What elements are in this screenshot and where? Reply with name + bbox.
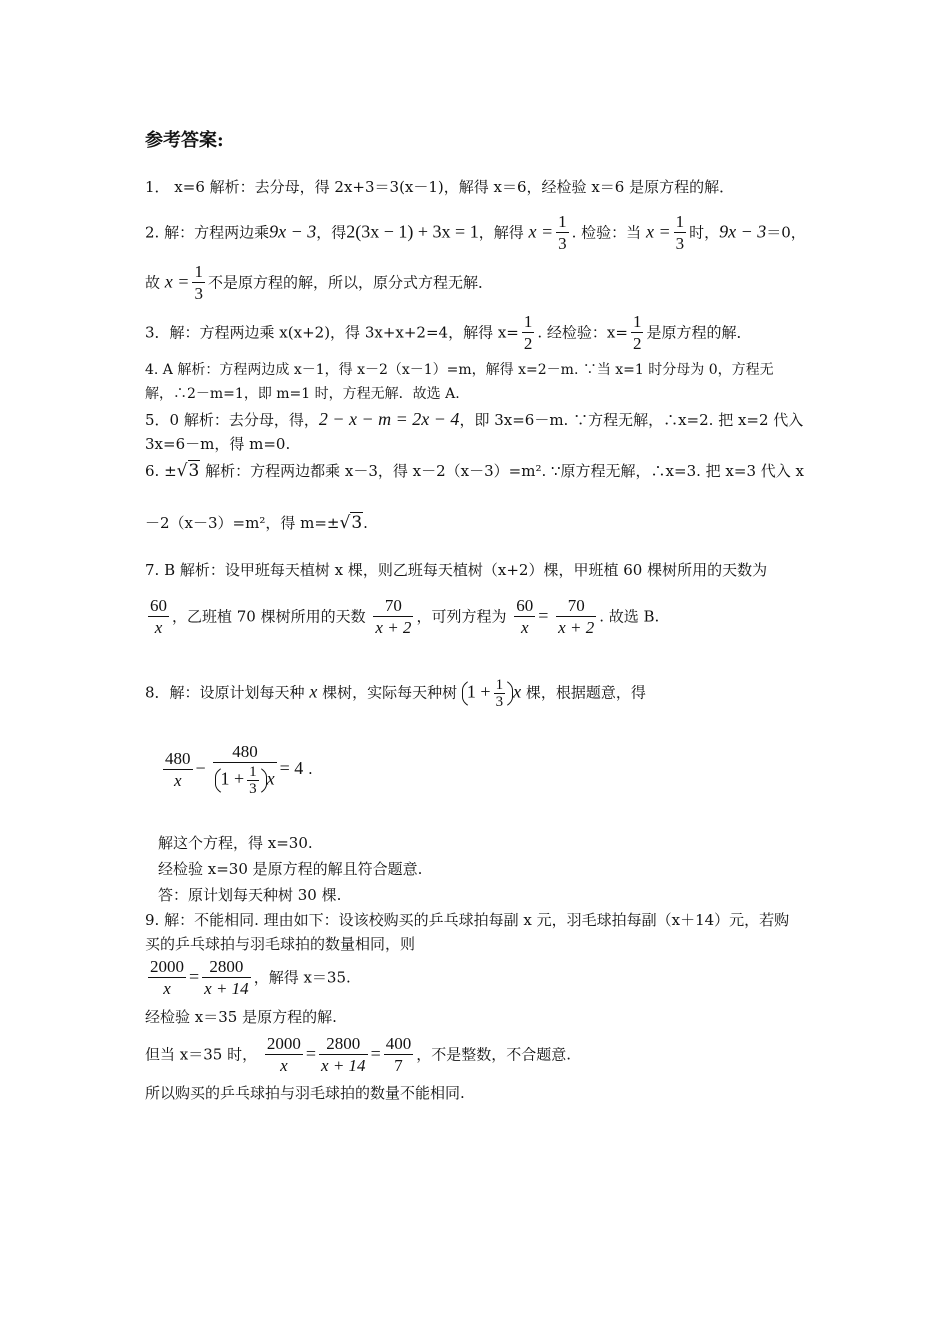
fraction-480-over-expression: 480 1 + $\frac{1}{3}$ x — [213, 742, 276, 798]
a6-text: . — [363, 514, 368, 532]
fraction-one-third: $\frac{1}{3}$ — [558, 212, 567, 253]
a2-text: ，解得 — [478, 223, 524, 242]
a2-text: 故 — [145, 273, 161, 292]
fraction-one-third: $\frac{1}{3}$ — [495, 677, 504, 710]
answer-5-line-2: 3x=6－m，得 m=0. — [145, 435, 291, 453]
a8-text: 棵，根据题意，得 — [525, 683, 646, 702]
a8-text: 8．解：设原计划每天种 — [145, 683, 305, 702]
fraction-one-third: $\frac{1}{3}$ — [675, 212, 685, 253]
a2-text: ，得 — [316, 223, 347, 242]
a2-expr-3: x = — [528, 221, 554, 242]
a6-text: 解析：方程两边都乘 x－3，得 x－2（x－3）=m². ∵原方程无解，∴x=3. 把 x=3 代入 x — [205, 462, 804, 480]
answer-9-line-1: 9. 解：不能相同. 理由如下：设该校购买的乒乓球拍每副 x 元，羽毛球拍每副（x＋14）元，若购 — [145, 911, 790, 929]
a5-text: 5．0 解析：去分母，得， — [145, 411, 319, 429]
fraction-one-third: $\frac{1}{3}$ — [249, 764, 257, 797]
answer-2-line-1 — [145, 212, 806, 255]
answer-6-line-1 — [145, 461, 804, 481]
answer-8-check: 经检验 x=30 是原方程的解且符合题意. — [158, 860, 423, 878]
answer-1: 1． x=6 解析：去分母，得 2x+3＝3(x－1)，解得 x＝6，经检验 x＝6 是原方程的解． — [145, 178, 735, 196]
fraction-2000-over-x: $\frac{2000}{x}$ — [266, 1034, 301, 1075]
fraction-2800-over-x-plus-14: $\frac{2800}{x + 14}$ — [321, 1034, 366, 1075]
a2-text: . 检验：当 — [571, 223, 642, 242]
a8-text: . — [308, 760, 313, 778]
fraction-60-over-x: $\frac{60}{x}$ — [516, 596, 534, 637]
answer-8-equation — [160, 742, 313, 798]
a9-text: 但当 x＝35 时， — [145, 1045, 258, 1064]
fraction-one-third: $\frac{1}{3}$ — [194, 262, 203, 303]
answer-9-line-4: 经检验 x＝35 是原方程的解. — [145, 1008, 337, 1026]
a2-expr-3c: x = — [164, 271, 190, 292]
a2-expr-4: 9x − 3 — [719, 221, 767, 242]
fraction-2800-over-x-plus-14: $\frac{2800}{x + 14}$ — [204, 957, 249, 998]
fraction-60-over-x: $\frac{60}{x}$ — [150, 596, 167, 637]
equals-sign: = — [189, 966, 200, 987]
answer-7-line-2 — [145, 596, 659, 639]
parenthesized-expression: 1 + $\frac{1}{3}$ — [215, 763, 266, 798]
a5-expr: 2 − x − m = 2x − 4 — [318, 409, 460, 429]
answer-8-solve: 解这个方程，得 x=30. — [158, 834, 313, 852]
a6-text: －2（x－3）=m²，得 m=± — [145, 514, 340, 532]
a7-text: ，可列方程为 — [416, 607, 507, 626]
a3-text: 3．解：方程两边乘 x(x+2)，得 3x+x+2=4，解得 x= — [145, 323, 519, 342]
fraction-one-half: $\frac{1}{2}$ — [632, 312, 642, 353]
answer-8-answer: 答：原计划每天种树 30 棵. — [158, 886, 342, 904]
a7-text: . 故选 B. — [599, 607, 660, 626]
fraction-400-over-7: $\frac{400}{7}$ — [385, 1034, 412, 1075]
var-x: x — [513, 681, 522, 702]
equals-four: = 4 — [279, 758, 304, 778]
a9-text: ，解得 x＝35. — [253, 968, 351, 987]
answer-9-line-6: 所以购买的乒乓球拍与羽毛球拍的数量不能相同. — [145, 1084, 465, 1102]
a9-text: ，不是整数，不合题意. — [416, 1045, 571, 1064]
a8-text: 棵树，实际每天种树 — [322, 683, 458, 702]
answer-2-line-2 — [145, 262, 493, 305]
answer-6-line-2 — [145, 513, 368, 533]
a2-expr-2: 2(3x − 1) + 3x = 1 — [346, 221, 479, 242]
var-x: x — [309, 681, 318, 702]
a2-expr-1: 9x − 3 — [269, 221, 317, 242]
sqrt-3: √3 — [176, 461, 200, 481]
a5-text: ，即 3x=6－m. ∵方程无解，∴x=2. 把 x=2 代入 — [459, 411, 804, 429]
parenthesized-expression: 1 + $\frac{1}{3}$ — [462, 676, 513, 711]
sqrt-3: √3 — [339, 513, 363, 533]
a7-text: ，乙班植 70 棵树所用的天数 — [172, 607, 366, 626]
answer-title: 参考答案: — [145, 130, 224, 151]
a2-text: 2. 解：方程两边乘 — [145, 223, 270, 242]
answer-9-line-5 — [145, 1034, 571, 1077]
fraction-2000-over-x: $\frac{2000}{x}$ — [150, 957, 184, 998]
fraction-70-over-x-plus-2: $\frac{70}{x + 2}$ — [375, 596, 412, 637]
a2-expr-3b: x = — [645, 221, 671, 242]
a2-text: 时， — [689, 223, 720, 242]
a3-text: . 经检验：x= — [537, 323, 628, 342]
equals-sign: = — [305, 1043, 317, 1064]
equals-sign: = — [370, 1043, 381, 1064]
fraction-70-over-x-plus-2: $\frac{70}{x + 2}$ — [558, 596, 595, 637]
answer-9-line-2: 买的乒乓球拍与羽毛球拍的数量相同，则 — [145, 935, 416, 953]
answer-5-line-1 — [145, 409, 803, 430]
fraction-480-over-x: $\frac{480}{x}$ — [165, 748, 191, 790]
a2-text: 不是原方程的解，所以，原分式方程无解． — [207, 273, 493, 292]
answer-8-line-1 — [145, 676, 646, 711]
answer-4-line-1: 4. A 解析：方程两边成 x－1，得 x－2（x－1）=m，解得 x=2－m. ∵当 x=1 时分母为 0，方程无 — [145, 362, 774, 378]
minus-sign: − — [195, 758, 206, 778]
equals-sign: = — [538, 605, 549, 626]
answer-4-line-2: 解，∴2－m=1，即 m=1 时，方程无解．故选 A. — [145, 386, 460, 402]
answer-7-line-1: 7. B 解析：设甲班每天植树 x 棵，则乙班每天植树（x+2）棵，甲班植 60 棵树所用的天数为 — [145, 561, 768, 579]
fraction-one-half: $\frac{1}{2}$ — [523, 312, 533, 353]
a2-text: ＝0， — [766, 223, 806, 242]
answer-3 — [145, 312, 751, 355]
a3-text: 是原方程的解． — [646, 323, 752, 342]
a6-text: 6. ± — [145, 462, 177, 480]
answer-9-line-3 — [145, 957, 351, 1000]
